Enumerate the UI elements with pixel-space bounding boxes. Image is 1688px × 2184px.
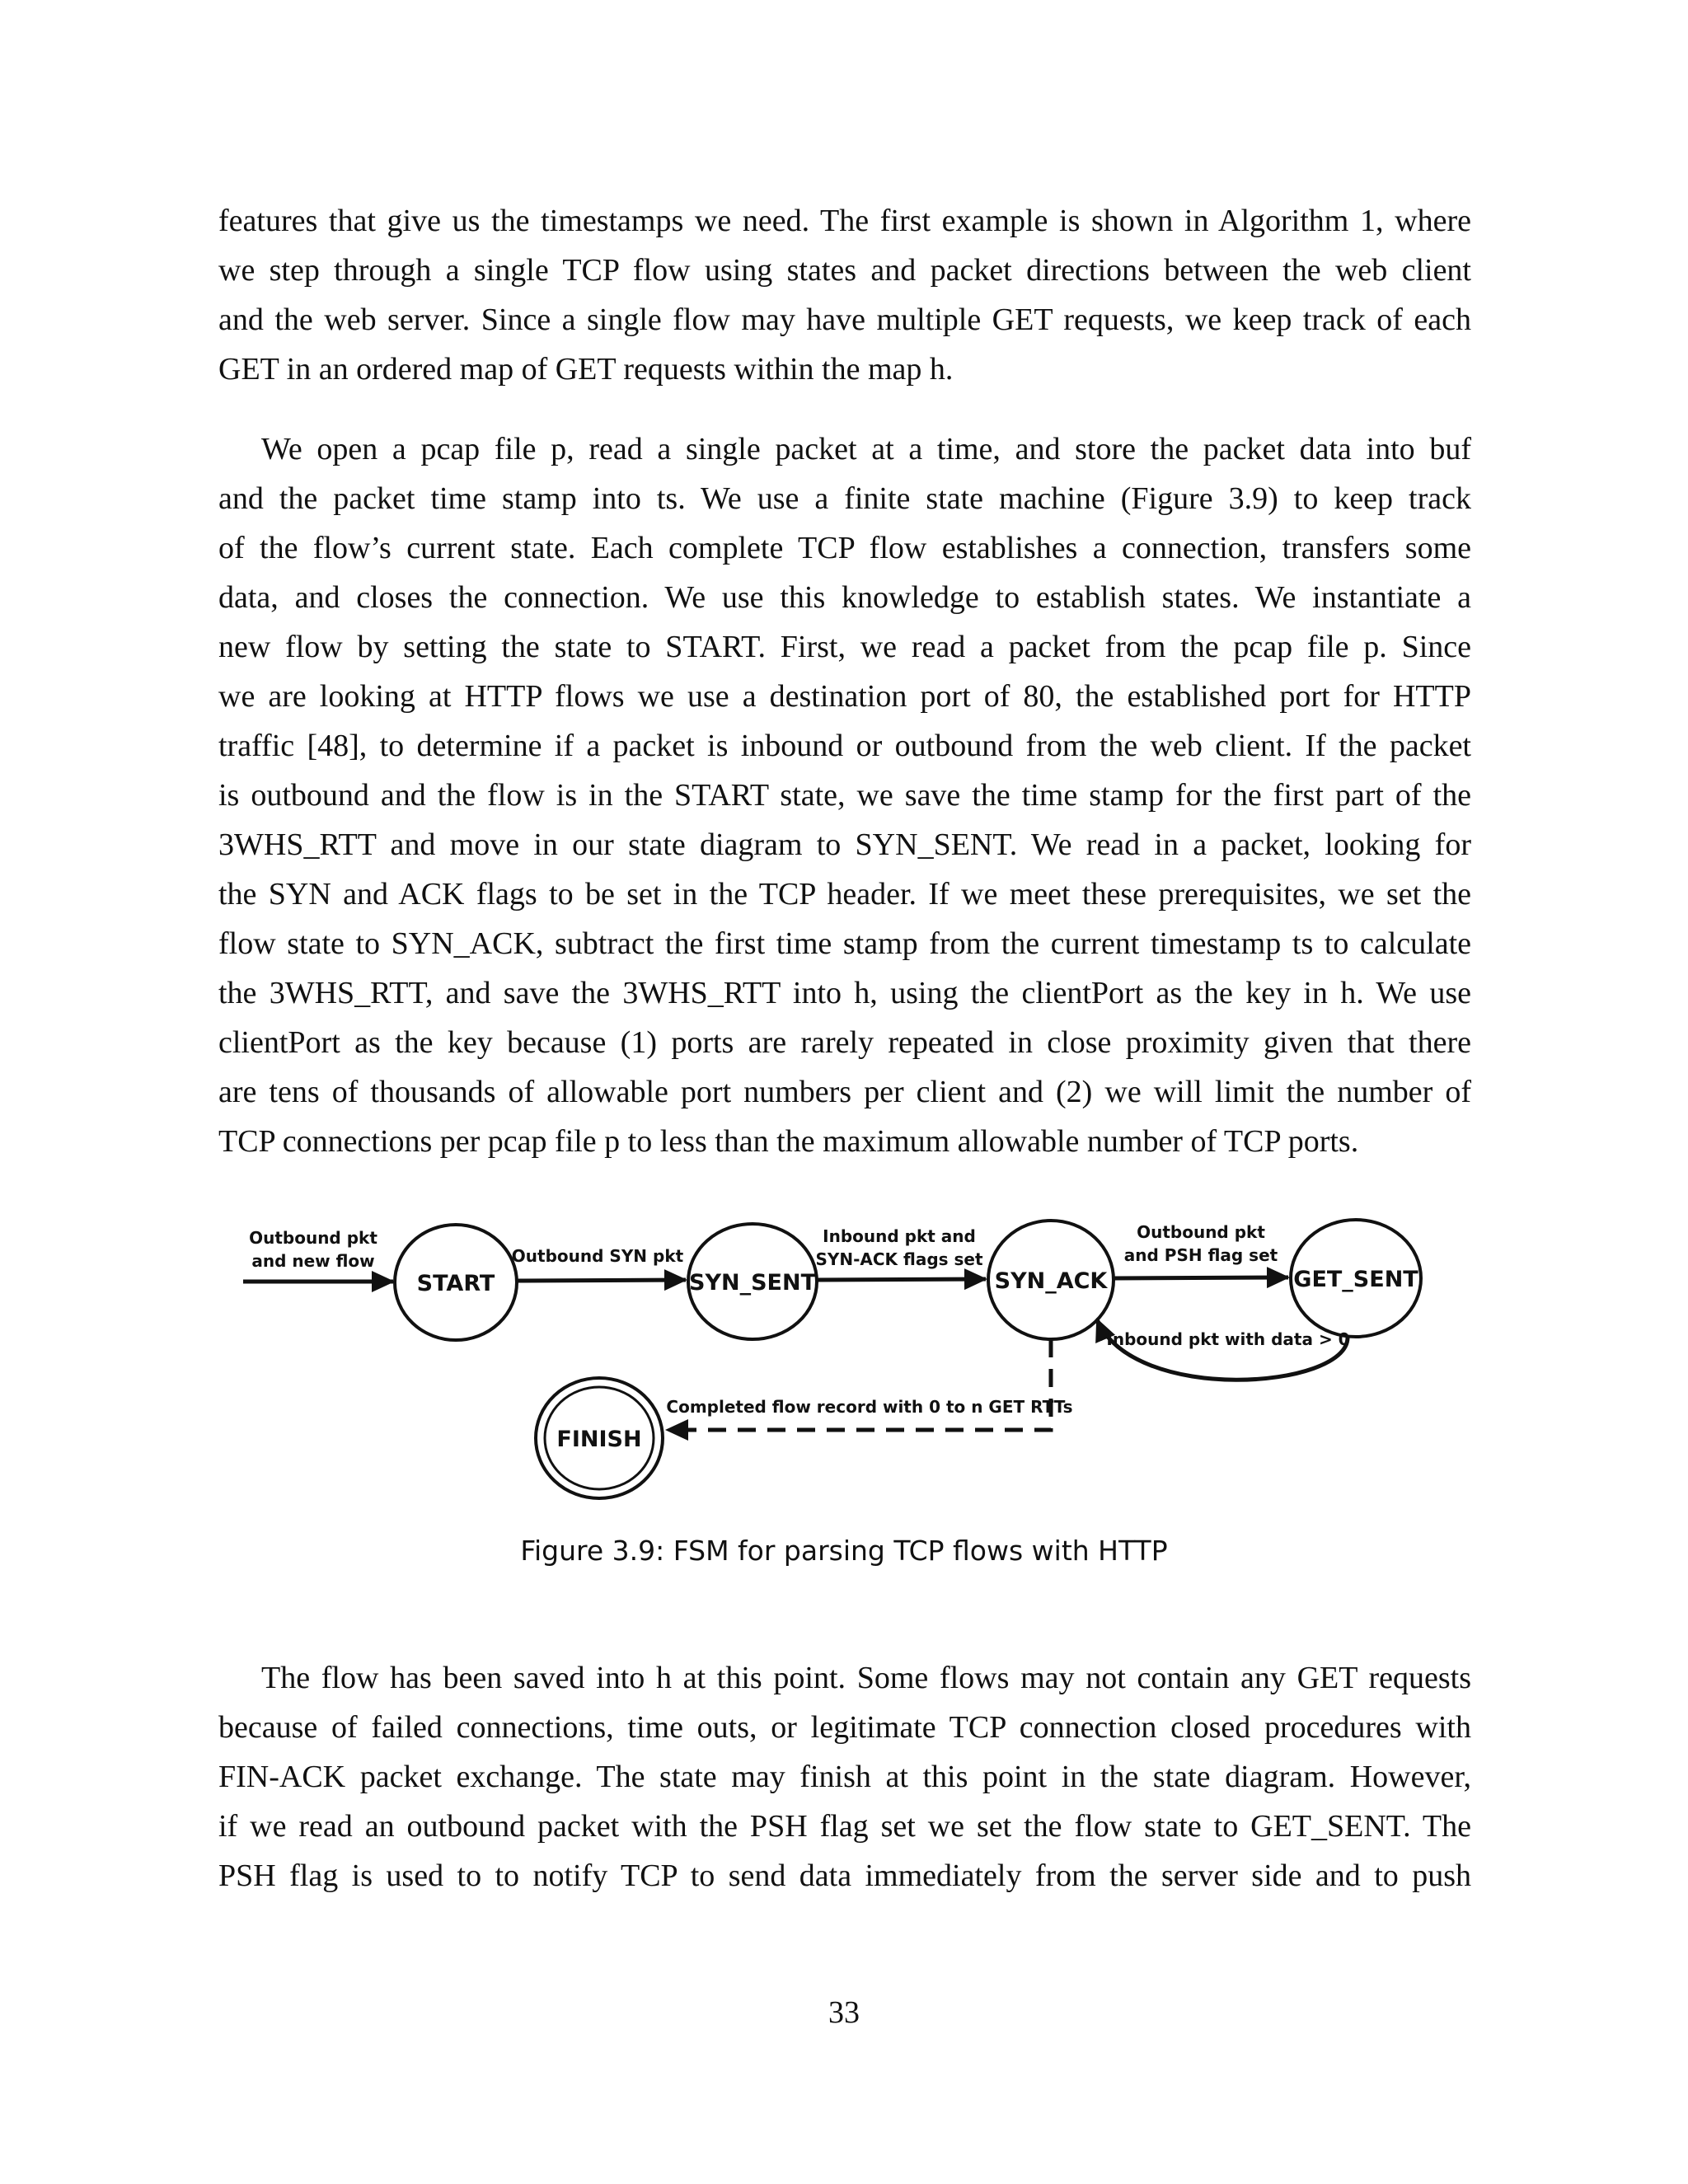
start-to-syn-sent-arrow: [517, 1280, 686, 1281]
state-finish-label: FINISH: [556, 1427, 642, 1452]
syn-sent-to-syn-ack-label-2: SYN-ACK flags set: [815, 1249, 983, 1269]
state-get-sent-label: GET_SENT: [1293, 1267, 1418, 1292]
page-number: 33: [828, 1995, 860, 2030]
start-to-syn-sent-label: Outbound SYN pkt: [511, 1246, 684, 1266]
text-line: TCP connections per pcap file p to less than the maximum allowable number of TCP ports.: [218, 1124, 1359, 1159]
text-line: 3WHS_RTT and move in our state diagram to SYN_SENT. We read in a packet, looking for: [218, 827, 1471, 862]
text-line: flow state to SYN_ACK, subtract the first time stamp from the current timestamp ts to calculate: [218, 926, 1471, 961]
syn-ack-to-get-sent-label-2: and PSH flag set: [1123, 1245, 1278, 1265]
text-line: traffic [48], to determine if a packet is inbound or outbound from the web client. If the packet: [218, 729, 1471, 763]
text-line: and the web server. Since a single flow may have multiple GET requests, we keep track of each: [218, 302, 1471, 337]
text-line: because of failed connections, time outs, or legitimate TCP connection closed procedures with: [218, 1710, 1471, 1745]
text-line: if we read an outbound packet with the PSH flag set we set the flow state to GET_SENT. The: [218, 1809, 1471, 1844]
text-line: FIN-ACK packet exchange. The state may finish at this point in the state diagram. However,: [218, 1760, 1471, 1794]
state-syn-ack-label: SYN_ACK: [994, 1268, 1108, 1294]
text-line: We open a pcap file p, read a single packet at a time, and store the packet data into buf: [261, 432, 1471, 466]
state-start-label: START: [416, 1271, 495, 1296]
paragraph-1: [218, 196, 1471, 394]
get-sent-to-syn-ack-label: Inbound pkt with data > 0: [1106, 1329, 1350, 1349]
fsm-figure: [218, 1199, 1471, 1516]
text-line: GET in an ordered map of GET requests within the map h.: [218, 352, 954, 387]
get-sent-to-syn-ack-arrow: [1097, 1319, 1348, 1380]
text-line: data, and closes the connection. We use this knowledge to establish states. We instantiate a: [218, 580, 1471, 615]
fsm-diagram: [218, 1199, 1471, 1512]
syn-ack-to-get-sent-arrow: [1114, 1277, 1288, 1278]
figure-caption: Figure 3.9: FSM for parsing TCP flows with HTTP: [520, 1535, 1168, 1567]
syn-ack-to-finish-label: Completed flow record with 0 to n GET RTTs: [666, 1397, 1073, 1417]
text-line: the SYN and ACK flags to be set in the TCP header. If we meet these prerequisites, we set the: [218, 877, 1471, 912]
text-line: is outbound and the flow is in the START state, we save the time stamp for the first part of the: [218, 778, 1471, 813]
text-line: PSH flag is used to to notify TCP to send data immediately from the server side and to push: [218, 1858, 1471, 1893]
entry-label-2: and new flow: [251, 1251, 375, 1271]
text-line: we are looking at HTTP flows we use a destination port of 80, the established port for HTTP: [218, 679, 1471, 714]
paragraph-3: [218, 1653, 1471, 1900]
text-line: we step through a single TCP flow using states and packet directions between the web client: [218, 253, 1471, 288]
text-line: features that give us the timestamps we need. The first example is shown in Algorithm 1, where: [218, 204, 1471, 238]
text-line: the 3WHS_RTT, and save the 3WHS_RTT into h, using the clientPort as the key in h. We use: [218, 976, 1471, 1010]
text-line: are tens of thousands of allowable port numbers per client and (2) we will limit the number of: [218, 1075, 1471, 1109]
syn-sent-to-syn-ack-arrow: [817, 1279, 986, 1280]
syn-sent-to-syn-ack-label-1: Inbound pkt and: [823, 1226, 976, 1246]
paragraph-2: [218, 424, 1471, 1166]
text-line: new flow by setting the state to START. First, we read a packet from the pcap file p. Since: [218, 630, 1471, 664]
text-line: and the packet time stamp into ts. We use a finite state machine (Figure 3.9) to keep track: [218, 481, 1471, 516]
text-line: The flow has been saved into h at this point. Some flows may not contain any GET requests: [261, 1661, 1471, 1695]
syn-ack-to-get-sent-label-1: Outbound pkt: [1137, 1222, 1265, 1242]
text-line: of the flow’s current state. Each complete TCP flow establishes a connection, transfers some: [218, 531, 1471, 565]
entry-label-1: Outbound pkt: [249, 1228, 377, 1248]
state-syn-sent-label: SYN_SENT: [689, 1270, 816, 1296]
text-line: clientPort as the key because (1) ports are rarely repeated in close proximity given that there: [218, 1025, 1471, 1060]
